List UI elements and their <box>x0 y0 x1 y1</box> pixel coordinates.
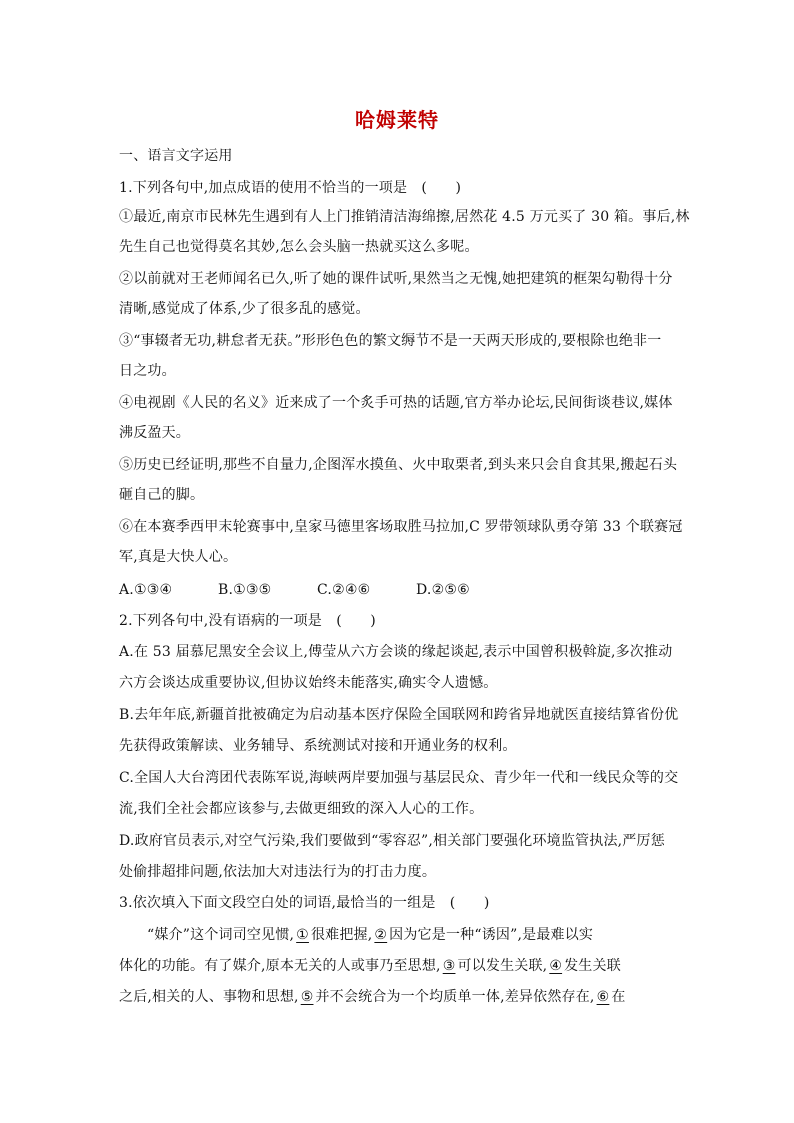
q3-text: 之后,相关的人、事物和思想, <box>119 989 299 1005</box>
q3-text: 发生关联 <box>564 958 621 974</box>
q2-option-c-line2: 流,我们全社会都应该参与,去做更细致的深入人心的工作。 <box>119 801 484 817</box>
blank-1: ① <box>296 927 309 943</box>
q1-item-1-line1: ①最近,南京市民林先生遇到有人上门推销清洁海绵擦,居然花 4.5 万元买了 30 箱。事后,林 <box>119 209 690 225</box>
q3-text: 因为它是一种“诱因”,是最难以实 <box>389 927 594 943</box>
q1-item-4-line1: ④电视剧《人民的名义》近来成了一个炙手可热的话题,官方举办论坛,民间街谈巷议,媒体 <box>119 395 673 411</box>
q3-passage-line3 <box>119 987 679 1007</box>
question-2-stem: 2.下列各句中,没有语病的一项是 ( ) <box>119 613 376 629</box>
q3-text: 可以发生关联, <box>457 958 548 974</box>
page-title: 哈姆莱特 <box>355 108 439 132</box>
blank-4: ④ <box>549 958 563 974</box>
q1-item-6-line2: 军,真是大快人心。 <box>119 549 238 565</box>
q1-item-5-line1: ⑤历史已经证明,那些不自量力,企图浑水摸鱼、火中取栗者,到头来只会自食其果,搬起石头 <box>119 457 678 473</box>
q1-item-1-line2: 先生自己也觉得莫名其妙,怎么会头脑一热就买这么多呢。 <box>119 239 479 255</box>
blank-2: ② <box>374 927 388 943</box>
q3-text: “媒介”这个词司空见惯, <box>147 927 295 943</box>
q1-option-b[interactable]: B.①③⑤ <box>218 582 272 598</box>
q1-item-3-line2: 日之功。 <box>119 363 176 379</box>
q3-passage-line1 <box>147 925 679 945</box>
blank-5: ⑤ <box>300 989 314 1005</box>
q3-text: 在 <box>611 989 626 1005</box>
q2-option-c-line1: C.全国人大台湾团代表陈军说,海峡两岸要加强与基层民众、青少年一代和一线民众等的交 <box>119 770 679 786</box>
question-3-stem: 3.依次填入下面文段空白处的词语,最恰当的一组是 ( ) <box>119 895 490 911</box>
section-heading: 一、语言文字运用 <box>119 148 233 164</box>
q1-option-d[interactable]: D.②⑤⑥ <box>416 582 470 598</box>
q1-item-6-line1: ⑥在本赛季西甲末轮赛事中,皇家马德里客场取胜马拉加,C 罗带领球队勇夺第 33 个联赛冠 <box>119 519 683 535</box>
q1-item-4-line2: 沸反盈天。 <box>119 425 190 441</box>
q1-item-5-line2: 砸自己的脚。 <box>119 487 205 503</box>
q2-option-b-line2: 先获得政策解读、业务辅导、系统测试对接和开通业务的权利。 <box>119 738 517 754</box>
q3-passage-line2 <box>119 956 679 976</box>
q3-text: 体化的功能。有了媒介,原本无关的人或事乃至思想, <box>119 958 441 974</box>
q2-option-b-line1: B.去年年底,新疆首批被确定为启动基本医疗保险全国联网和跨省异地就医直接结算省份优 <box>119 707 679 723</box>
q1-item-2-line1: ②以前就对王老师闻名已久,听了她的课件试听,果然当之无愧,她把建筑的框架勾勒得十分 <box>119 271 673 287</box>
q2-option-d-line1: D.政府官员表示,对空气污染,我们要做到“零容忍”,相关部门要强化环境监管执法,严厉惩 <box>119 833 665 849</box>
q1-item-3-line1: ③“事辍者无功,耕怠者无获。”形形色色的繁文缛节不是一天两天形成的,要根除也绝非一 <box>119 333 662 349</box>
q2-option-a-line2: 六方会谈达成重要协议,但协议始终未能落实,确实令人遗憾。 <box>119 675 498 691</box>
q2-option-d-line2: 处偷排超排问题,依法加大对违法行为的打击力度。 <box>119 864 437 880</box>
q1-options <box>119 580 679 600</box>
q3-text: 很难把握, <box>310 927 373 943</box>
question-1-stem: 1.下列各句中,加点成语的使用不恰当的一项是 ( ) <box>119 180 462 196</box>
q1-option-a[interactable]: A.①③④ <box>119 582 173 598</box>
q3-text: 并不会统合为一个均质单一体,差异依然存在, <box>315 989 595 1005</box>
blank-3: ③ <box>442 958 456 974</box>
q2-option-a-line1: A.在 53 届慕尼黑安全会议上,傅莹从六方会谈的缘起谈起,表示中国曾积极斡旋,多次推动 <box>119 644 673 660</box>
q1-option-c[interactable]: C.②④⑥ <box>317 582 371 598</box>
blank-6: ⑥ <box>596 989 610 1005</box>
q1-item-2-line2: 清晰,感觉成了体系,少了很多乱的感觉。 <box>119 301 370 317</box>
